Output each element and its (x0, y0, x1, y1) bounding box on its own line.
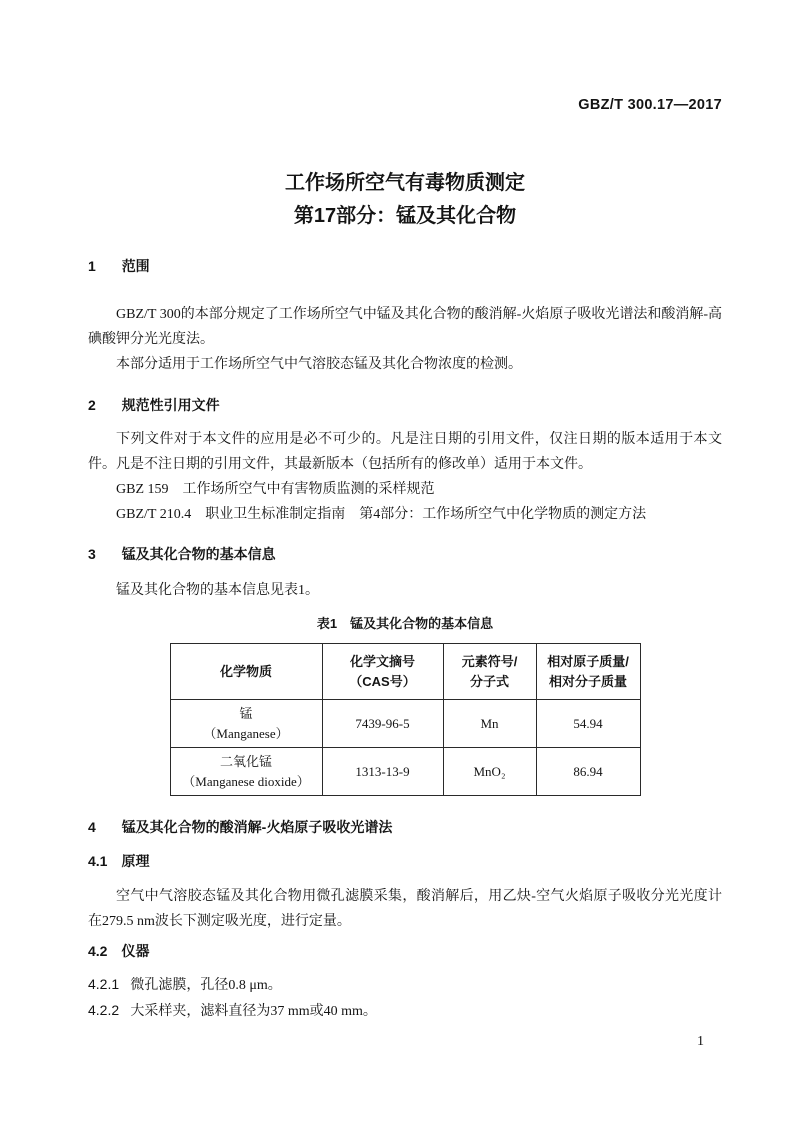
header-mass-line-1: 相对原子质量/ (547, 653, 629, 669)
section-1-paragraph-1: GBZ/T 300的本部分规定了工作场所空气中锰及其化合物的酸消解-火焰原子吸收光谱法和酸消解-高碘酸钾分光光度法。 (88, 307, 723, 347)
chemical-name-en: （Manganese） (203, 725, 289, 741)
cell-mass: 86.94 (536, 748, 640, 796)
section-4-1-title: 原理 (121, 853, 150, 869)
clause-4-2-1-number: 4.2.1 (88, 976, 120, 992)
table-1-caption: 表1 锰及其化合物的基本信息 (316, 616, 494, 631)
chemical-name-en: （Manganese dioxide） (182, 773, 310, 789)
cell-cas-number: 1313-13-9 (322, 748, 443, 796)
section-2-title: 规范性引用文件 (121, 397, 220, 413)
section-4-1-heading (88, 852, 722, 870)
header-cell-chemical (170, 644, 322, 700)
section-2-number: 2 (88, 397, 96, 413)
cell-chemical-name (170, 700, 322, 748)
section-1-paragraph-2: 本部分适用于工作场所空气中气溶胶态锰及其化合物浓度的检测。 (116, 357, 522, 372)
header-chemical-label: 化学物质 (219, 663, 272, 679)
page-number: 1 (697, 1034, 704, 1049)
header-symbol-line-1: 元素符号/ (461, 653, 518, 669)
table-header-row (170, 644, 640, 700)
section-4-1-paragraph-1: 空气中气溶胶态锰及其化合物用微孔滤膜采集，酸消解后，用乙炔-空气火焰原子吸收分光光度计在279.5 nm波长下测定吸光度，进行定量。 (88, 889, 722, 929)
header-cell-cas (322, 644, 443, 700)
section-2-heading (88, 396, 722, 414)
table-row-manganese (170, 700, 640, 748)
doc-number: GBZ/T 300.17—2017 (578, 97, 722, 113)
section-4-2-heading (88, 942, 722, 960)
doc-title (88, 167, 722, 233)
section-3-title: 锰及其化合物的基本信息 (121, 546, 276, 562)
section-2-paragraph-1: 下列文件对于本文件的应用是必不可少的。凡是注日期的引用文件，仅注日期的版本适用于本文件。凡是不注日期的引用文件，其最新版本（包括所有的修改单）适用于本文件。 (88, 432, 722, 472)
header-mass-line-2: 相对分子质量 (548, 673, 627, 689)
section-2-reference-2: GBZ/T 210.4 职业卫生标准制定指南 第4部分：工作场所空气中化学物质的测定方法 (116, 507, 647, 522)
clause-4-2-1 (88, 972, 722, 998)
header-cas-line-1: 化学文摘号 (349, 653, 415, 669)
clause-4-2-2 (88, 998, 722, 1024)
section-1-title: 范围 (121, 258, 150, 274)
section-2-reference-1: GBZ 159 工作场所空气中有害物质监测的采样规范 (116, 482, 435, 497)
basic-info-table (170, 643, 641, 796)
section-1-number: 1 (88, 258, 96, 274)
cell-mass: 54.94 (536, 700, 640, 748)
chemical-name-cn: 锰 (239, 705, 253, 721)
clause-4-2-1-text: 微孔滤膜，孔径0.8 μm。 (130, 978, 282, 993)
section-4-2-number: 4.2 (88, 943, 108, 959)
cell-formula: Mn (443, 700, 536, 748)
clause-4-2-2-text: 大采样夹，滤料直径为37 mm或40 mm。 (130, 1004, 377, 1019)
section-1-heading (88, 257, 722, 275)
cell-chemical-name (170, 748, 322, 796)
section-4-heading (88, 818, 722, 836)
section-3-paragraph-1: 锰及其化合物的基本信息见表1。 (116, 583, 319, 598)
section-4-number: 4 (88, 819, 96, 835)
header-cas-line-2: （CAS号） (349, 673, 416, 689)
header-cell-mass (536, 644, 640, 700)
doc-title-line-2: 第17部分：锰及其化合物 (293, 205, 517, 227)
section-3-heading (88, 545, 722, 563)
header-symbol-line-2: 分子式 (469, 673, 509, 689)
section-3-number: 3 (88, 546, 96, 562)
chemical-name-cn: 二氧化锰 (219, 753, 272, 769)
clause-4-2-2-number: 4.2.2 (88, 1002, 120, 1018)
section-4-2-title: 仪器 (121, 943, 150, 959)
doc-title-line-1: 工作场所空气有毒物质测定 (285, 172, 525, 194)
cell-formula: MnO₂ (443, 748, 536, 796)
header-cell-symbol (443, 644, 536, 700)
cell-cas-number: 7439-96-5 (322, 700, 443, 748)
section-4-title: 锰及其化合物的酸消解-火焰原子吸收光谱法 (121, 819, 393, 835)
section-4-1-number: 4.1 (88, 853, 108, 869)
table-row-manganese-dioxide (170, 748, 640, 796)
